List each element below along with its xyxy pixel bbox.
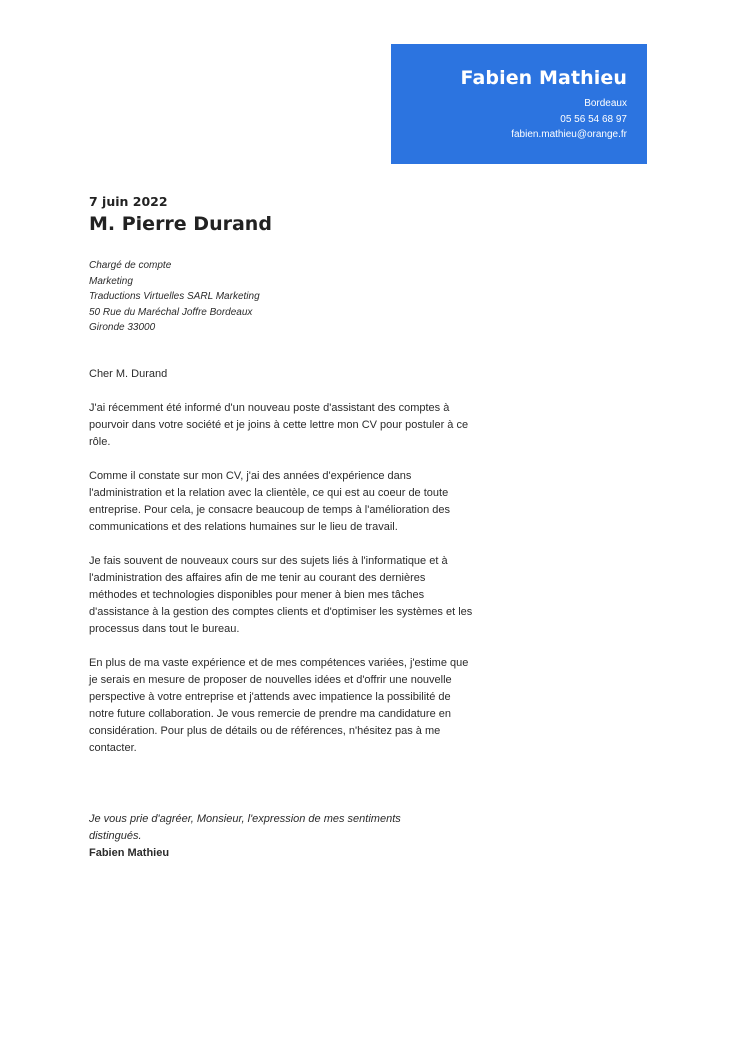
body-paragraph: Je fais souvent de nouveaux cours sur des sujets liés à l'informatique et à l'administration des affaires afin de me tenir au courant des dernières méthodes et technologies disponibles pour mener à bien mes tâches d'assistance à la gestion des comptes clients et d'optimiser les systèmes et les processus dans tout le bureau.: [89, 555, 473, 635]
body-paragraph: J'ai récemment été informé d'un nouveau poste d'assistant des comptes à pourvoir dans votre société et je joins à cette lettre mon CV pour postuler à ce rôle.: [89, 402, 469, 448]
sender-name: Fabien Mathieu: [460, 67, 627, 89]
salutation: Cher M. Durand: [89, 368, 168, 380]
closing-formula: Je vous prie d'agréer, Monsieur, l'expression de mes sentiments distingués.: [89, 813, 401, 842]
letter-closing: [89, 811, 439, 862]
address-line: 50 Rue du Maréchal Joffre Bordeaux: [89, 306, 253, 318]
body-paragraph: En plus de ma vaste expérience et de mes compétences variées, j'estime que je serais en mesure de proposer de nouvelles idées et d'offrir une nouvelle perspective à votre entreprise et j'attends avec impatience la possibilité de notre future collaboration. Je vous remercie de prendre ma candidature en considération. Pour plus de détails ou de références, n'hésitez pas à me contacter.: [89, 657, 469, 754]
letter-body: [89, 366, 474, 774]
letter-date: 7 juin 2022: [89, 194, 168, 209]
address-line: Traductions Virtuelles SARL Marketing: [89, 291, 260, 303]
address-line: Marketing: [89, 275, 133, 287]
recipient-address: [89, 258, 260, 336]
signature: Fabien Mathieu: [89, 847, 170, 859]
recipient-name: M. Pierre Durand: [89, 213, 272, 235]
sender-email: fabien.mathieu@orange.fr: [511, 129, 627, 140]
body-paragraph: Comme il constate sur mon CV, j'ai des années d'expérience dans l'administration et la relation avec la clientèle, ce qui est au coeur de toute entreprise. Pour cela, je consacre beaucoup de temps à l'amélioration des communications et des relations humaines sur le lieu de travail.: [89, 470, 451, 533]
sender-phone: 05 56 54 68 97: [560, 113, 627, 125]
address-line: Gironde 33000: [89, 322, 156, 334]
sender-header: [391, 44, 647, 164]
sender-city: Bordeaux: [584, 98, 627, 109]
address-line: Chargé de compte: [89, 260, 172, 271]
